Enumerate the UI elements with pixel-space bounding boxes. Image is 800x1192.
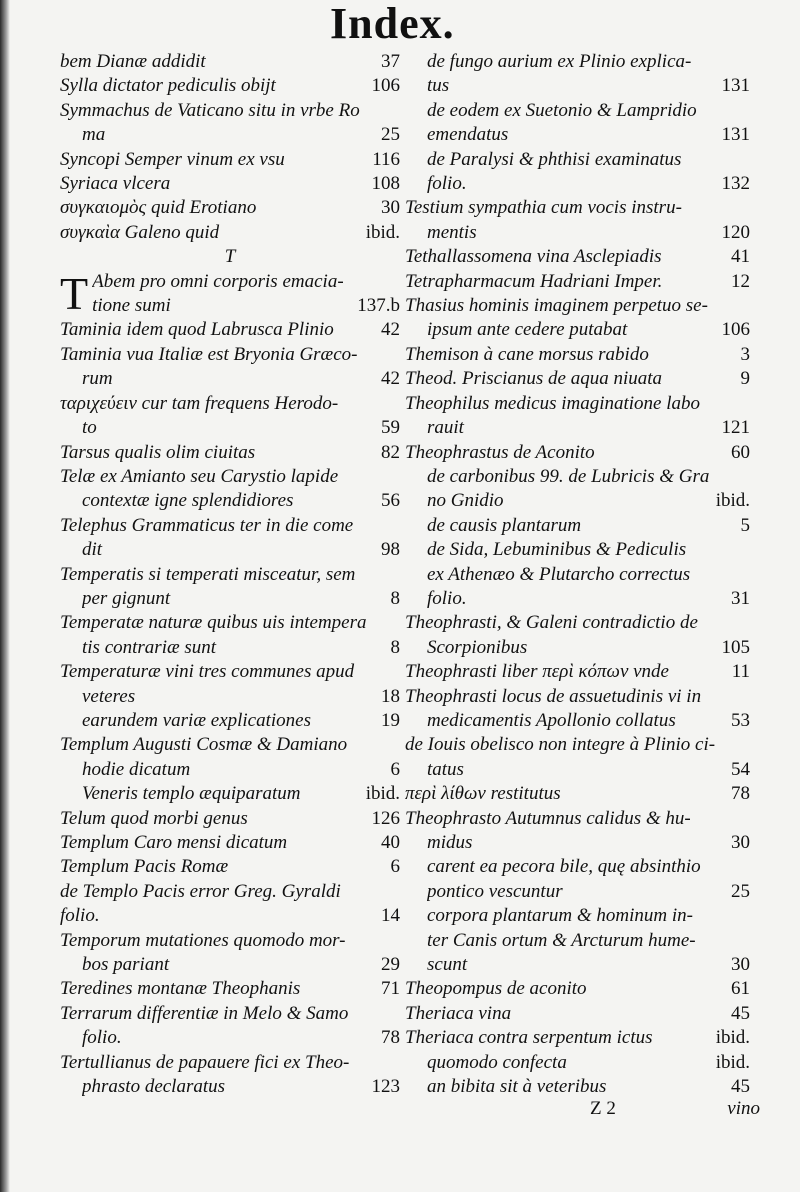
entry-text: Themison à cane morsus rabido: [405, 343, 649, 365]
page-ref: 6: [390, 856, 400, 878]
entry-text: quomodo confecta: [427, 1051, 567, 1073]
entry-text: Theophrasti liber περὶ κόπων vnde: [405, 661, 669, 683]
entry-text-cont: midus: [427, 832, 473, 853]
index-entry: [405, 343, 750, 367]
page-ref: 131: [721, 75, 750, 97]
entry-text: de eodem ex Suetonio & Lampridio: [427, 99, 697, 121]
index-subentry: [405, 514, 750, 538]
index-entry: [60, 267, 400, 319]
page-ref: 25: [381, 124, 400, 146]
index-entry: [405, 807, 750, 856]
page-ref: 18: [381, 685, 400, 707]
index-entry: [60, 392, 400, 441]
index-subentry: [405, 50, 750, 99]
entry-text: Telum quod morbi genus: [60, 807, 248, 829]
entry-text: Testium sympathia cum vocis instru-: [405, 197, 682, 219]
page-ref: 31: [731, 587, 750, 609]
index-entry: [405, 977, 750, 1001]
index-entry: [60, 660, 400, 709]
entry-text: περὶ λίθων restitutus: [405, 783, 561, 805]
page-ref: 53: [731, 709, 750, 731]
entry-text: Taminia vua Italiæ est Bryonia Græco-: [60, 343, 358, 365]
page-ref: 9: [740, 368, 750, 390]
entry-text-cont: tis contrariæ sunt: [82, 636, 217, 658]
page-ref: 40: [381, 832, 400, 853]
entry-text: Theophrasti locus de assuetudinis vi in: [405, 685, 702, 707]
page-ref: 78: [731, 783, 750, 805]
index-entry: [405, 611, 750, 660]
entry-text-cont: ma: [82, 124, 106, 146]
page-ref: 42: [381, 368, 400, 390]
entry-text-cont: emendatus: [427, 124, 509, 146]
entry-text: corpora plantarum & hominum in-: [427, 905, 693, 927]
page-ref: 12: [731, 270, 750, 292]
entry-text: de Templo Pacis error Greg. Gyraldi: [60, 880, 341, 902]
page-ref: 106: [371, 75, 400, 97]
index-subentry: [405, 904, 750, 977]
entry-text-cont: per gignunt: [82, 587, 171, 609]
page-title: Index.: [330, 0, 455, 48]
page-ref: 137.b: [357, 295, 400, 317]
entry-text: de Paralysi & phthisi examinatus: [427, 148, 682, 170]
entry-text: Syriaca vlcera: [60, 173, 171, 195]
entry-text: Templum Pacis Romæ: [60, 856, 229, 878]
index-entry: [60, 1051, 400, 1100]
entry-text: Tarsus qualis olim ciuitas: [60, 441, 256, 463]
entry-text: Terrarum differentiæ in Melo & Samo: [60, 1002, 349, 1024]
page-ref: 82: [381, 441, 400, 463]
entry-text: Veneris templo æquiparatum: [82, 783, 301, 805]
page-ref: 108: [371, 173, 400, 195]
page-ref: 126: [371, 807, 400, 829]
index-subentry: [405, 1051, 750, 1075]
page-footer: [590, 1098, 760, 1120]
page-ref: 120: [721, 221, 750, 243]
page-ref: 60: [731, 441, 750, 463]
index-entry: [60, 807, 400, 831]
entry-text-cont: tione sumi: [92, 295, 171, 317]
index-entry: [405, 1002, 750, 1026]
page-ref: 116: [372, 148, 400, 170]
entry-text: Syncopi Semper vinum ex vsu: [60, 148, 285, 170]
index-entry: [60, 514, 400, 563]
index-entry: [60, 563, 400, 612]
section-letter: T: [224, 246, 236, 268]
index-entry: [60, 343, 400, 392]
entry-text: Theopompus de aconito: [405, 978, 587, 1000]
page-ref: 78: [381, 1027, 400, 1049]
page-ref: 37: [381, 51, 400, 72]
index-entry: [405, 685, 750, 734]
page-ref: 121: [721, 417, 750, 439]
index-entry: [60, 99, 400, 148]
entry-text-cont: hodie dicatum: [82, 758, 191, 780]
entry-text-cont: scunt: [427, 954, 468, 976]
index-subentry: [60, 782, 400, 806]
entry-text: Theophrasti, & Galeni contradictio de: [405, 612, 698, 634]
entry-text: Telephus Grammaticus ter in die come: [60, 514, 354, 536]
entry-text: Temporum mutationes quomodo mor-: [60, 929, 346, 951]
page-ref: 56: [381, 490, 400, 512]
index-entry: [60, 977, 400, 1001]
page-ref: ibid.: [715, 490, 750, 512]
entry-text-cont: dit: [82, 539, 103, 561]
entry-text: Theod. Priscianus de aqua niuata: [405, 368, 663, 390]
index-subentry: [405, 465, 750, 514]
page-ref: 59: [381, 417, 400, 439]
index-entry: [60, 196, 400, 220]
entry-text-cont: ipsum ante cedere putabat: [427, 319, 628, 341]
index-subentry: [405, 855, 750, 904]
index-entry: [60, 148, 400, 172]
page-ref: 54: [731, 758, 750, 780]
entry-text: συγκαὶα Galeno quid: [60, 221, 220, 243]
page-ref: 45: [731, 1076, 750, 1098]
entry-text: Temperaturæ vini tres communes apud: [60, 661, 355, 683]
entry-text: συγκαιομὸς quid Erotiano: [60, 197, 257, 219]
page-ref: 11: [731, 661, 750, 683]
index-entry: [405, 245, 750, 269]
entry-text: Telæ ex Amianto seu Carystio lapide: [60, 465, 339, 487]
page-ref: 42: [381, 319, 400, 341]
entry-text: Temperatis si temperati misceatur, sem: [60, 563, 356, 585]
entry-text: Templum Augusti Cosmæ & Damiano: [60, 734, 348, 756]
index-entry: [60, 465, 400, 514]
index-entry: [405, 367, 750, 391]
index-entry: [60, 855, 400, 879]
entry-text: Theophilus medicus imaginatione labo: [405, 392, 701, 414]
index-entry: [60, 50, 400, 74]
index-entry: [60, 1002, 400, 1051]
page-ref: 8: [390, 636, 400, 658]
index-subentry: [405, 538, 750, 611]
entry-text: Abem pro omni corporis emacia-: [92, 270, 344, 292]
entry-text-cont: ter Canis ortum & Arcturum hume-: [427, 929, 696, 951]
index-entry: [60, 880, 400, 929]
entry-text-cont: phrasto declaratus: [82, 1076, 226, 1098]
entry-text-cont: to: [82, 417, 97, 439]
entry-text-cont: pontico vescuntur: [427, 880, 563, 902]
index-subentry: [60, 709, 400, 733]
page-ref: 71: [381, 978, 400, 1000]
page-ref: 30: [381, 197, 400, 219]
entry-text: de carbonibus 99. de Lubricis & Gra: [427, 465, 710, 487]
page-ref: 41: [731, 246, 750, 268]
index-entry: [60, 733, 400, 782]
entry-text: Taminia idem quod Labrusca Plinio: [60, 319, 334, 341]
entry-text-cont: rum: [82, 368, 113, 390]
index-entry: [60, 74, 400, 98]
entry-text-cont: folio.: [427, 173, 467, 195]
index-entry: [405, 733, 750, 782]
entry-text: ταριχεύειν cur tam frequens Herodo-: [60, 392, 339, 414]
entry-text: Tethallassomena vina Asclepiadis: [405, 246, 662, 268]
index-entry: [405, 782, 750, 806]
index-entry: [60, 172, 400, 196]
entry-text-cont: rauit: [427, 417, 464, 439]
page-ref: 29: [381, 954, 400, 976]
index-entry: [405, 441, 750, 465]
entry-text: earundem variæ explicationes: [82, 709, 312, 731]
entry-text: de fungo aurium ex Plinio explica-: [427, 51, 692, 72]
index-entry: [60, 318, 400, 342]
entry-text: Tertullianus de papauere fici ex Theo-: [60, 1051, 350, 1073]
index-column-right: [405, 50, 750, 1099]
entry-text: Theophrasto Autumnus calidus & hu-: [405, 807, 691, 829]
entry-text-cont: bos pariant: [82, 954, 170, 976]
index-entry: [405, 196, 750, 245]
page-ref: 98: [381, 539, 400, 561]
index-entry: [60, 831, 400, 855]
index-entry: [405, 294, 750, 343]
entry-text-cont: medicamentis Apollonio collatus: [427, 709, 676, 731]
entry-text-cont: contextæ igne splendidiores: [82, 490, 294, 512]
entry-text-cont: folio.: [82, 1027, 122, 1049]
entry-text-cont: veteres: [82, 685, 136, 707]
index-entry: [60, 441, 400, 465]
page-ref: 14: [381, 905, 400, 927]
entry-text-cont: mentis: [427, 221, 477, 243]
page-ref: 30: [731, 954, 750, 976]
entry-text-cont: folio.: [427, 587, 467, 609]
entry-text: bem Dianæ addidit: [60, 51, 206, 72]
entry-text: Symmachus de Vaticano situ in vrbe Ro: [60, 99, 360, 121]
page-ref: 61: [731, 978, 750, 1000]
page-ref: 19: [381, 709, 400, 731]
index-entry: [405, 270, 750, 294]
page-ref: ibid.: [715, 1051, 750, 1073]
index-entry: [60, 221, 400, 245]
signature-mark: Z 2: [590, 1098, 616, 1119]
page-ref: 30: [731, 832, 750, 853]
page-ref: 6: [390, 758, 400, 780]
drop-cap: T: [60, 267, 89, 319]
entry-text: Teredines montanæ Theophanis: [60, 978, 301, 1000]
page-ref: 106: [721, 319, 750, 341]
index-entry: [405, 392, 750, 441]
entry-text-cont: folio.: [60, 905, 100, 927]
page-ref: 105: [721, 636, 750, 658]
page-ref: 5: [740, 514, 750, 536]
entry-text: Theriaca contra serpentum ictus: [405, 1027, 653, 1049]
entry-text-cont: Scorpionibus: [427, 636, 528, 658]
page-ref: 8: [390, 587, 400, 609]
entry-text-cont: no Gnidio: [427, 490, 504, 512]
index-column-left: [60, 50, 400, 1099]
index-subentry: [405, 148, 750, 197]
entry-text: Templum Caro mensi dicatum: [60, 832, 288, 853]
page-ref: 3: [740, 343, 750, 365]
entry-text: de Sida, Lebuminibus & Pediculis: [427, 539, 687, 561]
page-ref: 131: [721, 124, 750, 146]
page-ref: ibid.: [365, 783, 400, 805]
index-entry: [405, 1026, 750, 1050]
entry-text: Temperatæ naturæ quibus uis intempera: [60, 612, 367, 634]
page-ref: 25: [731, 880, 750, 902]
entry-text-cont: ex Athenæo & Plutarcho correctus: [427, 563, 691, 585]
page-ref: ibid.: [715, 1027, 750, 1049]
page-ref: 132: [721, 173, 750, 195]
entry-text: Tetrapharmacum Hadriani Imper.: [405, 270, 663, 292]
index-entry: [60, 929, 400, 978]
entry-text: de Iouis obelisco non integre à Plinio ci-: [405, 734, 716, 756]
entry-text: Thasius hominis imaginem perpetuo se-: [405, 295, 708, 317]
entry-text: an bibita sit à veteribus: [427, 1076, 607, 1098]
entry-text: Theophrastus de Aconito: [405, 441, 595, 463]
catchword: vino: [727, 1098, 760, 1119]
page-gutter-shadow: [0, 0, 10, 1192]
entry-text-cont: tatus: [427, 758, 464, 780]
index-subentry: [405, 99, 750, 148]
entry-text-cont: tus: [427, 75, 450, 97]
index-entry: [60, 611, 400, 660]
entry-text: de causis plantarum: [427, 514, 582, 536]
index-entry: [405, 660, 750, 684]
page-ref: ibid.: [365, 221, 400, 243]
entry-text: Sylla dictator pediculis obijt: [60, 75, 276, 97]
page-ref: 123: [371, 1076, 400, 1098]
entry-text: Theriaca vina: [405, 1002, 512, 1024]
index-subentry: [405, 1075, 750, 1099]
entry-text: carent ea pecora bile, quę absinthio: [427, 856, 701, 878]
page-ref: 45: [731, 1002, 750, 1024]
